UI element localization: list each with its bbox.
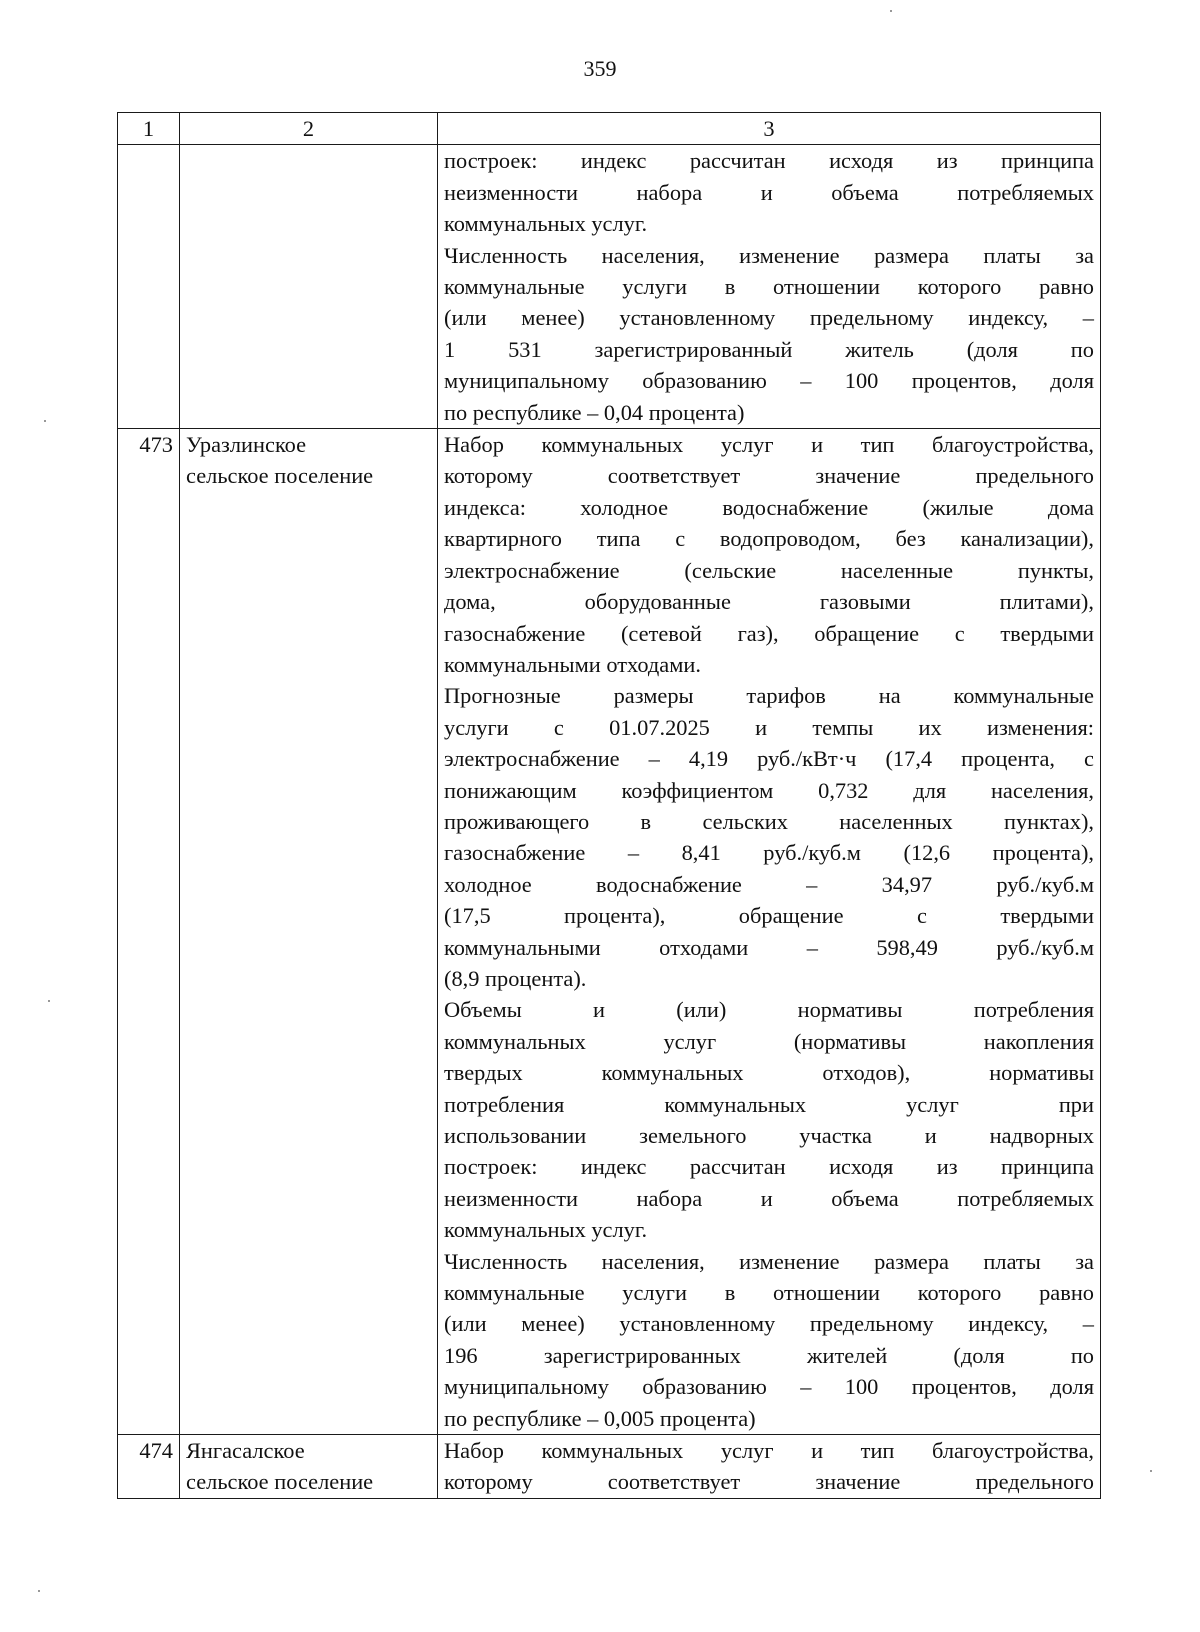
table-row-473 <box>118 429 1101 1435</box>
text-line: электроснабжение (сельские населенные пункты, <box>444 557 1094 583</box>
text-line: Численность населения, изменение размера платы за <box>444 242 1094 268</box>
paragraph <box>444 145 1094 239</box>
row-name-cell <box>180 1435 438 1499</box>
row-description-cell <box>438 1435 1101 1499</box>
paragraph-services <box>444 1435 1094 1498</box>
paragraph-population <box>444 1246 1094 1434</box>
text-line: услуги с 01.07.2025 и темпы их изменения: <box>444 714 1094 740</box>
scan-speck <box>48 1000 50 1002</box>
table-header-row <box>118 113 1101 145</box>
text-line: (17,5 процента), обращение с твердыми <box>444 903 1094 929</box>
row-number-cell: 474 <box>118 1435 180 1499</box>
text-line: коммунальных услуг. <box>444 211 648 237</box>
text-line: муниципальному образованию – 100 процентов, доля <box>444 1374 1094 1400</box>
header-col-2: 2 <box>180 113 438 145</box>
row-description-cell <box>438 429 1101 1435</box>
paragraph <box>444 240 1094 428</box>
text-line: индекса: холодное водоснабжение (жилые дома <box>444 494 1094 520</box>
scan-speck <box>44 420 46 422</box>
text-line: использовании земельного участка и надворных <box>444 1123 1094 1148</box>
text-line: Численность населения, изменение размера платы за <box>444 1248 1094 1274</box>
text-line: газоснабжение (сетевой газ), обращение с твердыми <box>444 620 1094 646</box>
text-line: Объемы и (или) нормативы потребления <box>444 997 1094 1023</box>
header-col-3: 3 <box>438 113 1101 145</box>
text-line: Набор коммунальных услуг и тип благоустройства, <box>444 1438 1094 1464</box>
settlement-name-line: Янгасалское <box>186 1438 305 1464</box>
text-line: электроснабжение – 4,19 руб./кВт·ч (17,4 процента, с <box>444 746 1094 772</box>
paragraph-tariffs <box>444 680 1094 994</box>
row-name-cell <box>180 429 438 1435</box>
settlement-name-line: сельское поселение <box>186 463 374 489</box>
text-line: построек: индекс рассчитан исходя из принципа <box>444 1154 1094 1180</box>
text-line: газоснабжение – 8,41 руб./куб.м (12,6 процента), <box>444 840 1094 866</box>
text-line: твердых коммунальных отходов), нормативы <box>444 1060 1094 1086</box>
table-row-474 <box>118 1435 1101 1499</box>
paragraph-services <box>444 429 1094 680</box>
text-line: дома, оборудованные газовыми плитами), <box>444 589 1094 615</box>
row-name-cell <box>180 145 438 429</box>
text-line: которому соответствует значение предельного <box>444 1469 1094 1495</box>
text-line: коммунальные услуги в отношении которого равно <box>444 274 1094 300</box>
text-line: холодное водоснабжение – 34,97 руб./куб.м <box>444 871 1094 897</box>
text-line: коммунальными отходами. <box>444 651 701 677</box>
row-description-cell <box>438 145 1101 429</box>
text-line: (или менее) установленному предельному индексу, – <box>444 305 1094 331</box>
row-number-cell <box>118 145 180 429</box>
text-line: коммунальных услуг (нормативы накопления <box>444 1028 1094 1054</box>
scan-speck <box>1150 1470 1152 1472</box>
text-line: по республике – 0,04 процента) <box>444 399 745 425</box>
text-line: (8,9 процента). <box>444 965 587 991</box>
header-col-1: 1 <box>118 113 180 145</box>
scan-speck <box>890 10 892 12</box>
text-line: проживающего в сельских населенных пунктах), <box>444 808 1094 834</box>
text-line: потребления коммунальных услуг при <box>444 1091 1094 1117</box>
settlement-name-line: Уразлинское <box>186 432 307 458</box>
text-line: коммунальные услуги в отношении которого равно <box>444 1280 1094 1306</box>
text-line: построек: индекс рассчитан исходя из принципа <box>444 148 1094 174</box>
text-line: понижающим коэффициентом 0,732 для населения, <box>444 777 1094 803</box>
text-line: Набор коммунальных услуг и тип благоустройства, <box>444 432 1094 458</box>
text-line: по республике – 0,005 процента) <box>444 1405 756 1431</box>
text-line: коммунальными отходами – 598,49 руб./куб.м <box>444 934 1094 960</box>
text-line: (или менее) установленному предельному индексу, – <box>444 1311 1094 1337</box>
tariff-table <box>117 112 1101 1499</box>
text-line: которому соответствует значение предельного <box>444 463 1094 489</box>
table-row-continuation <box>118 145 1101 429</box>
text-line: неизменности набора и объема потребляемых <box>444 179 1094 205</box>
settlement-name-line: сельское поселение <box>186 1469 374 1495</box>
text-line: Прогнозные размеры тарифов на коммунальные <box>444 683 1094 709</box>
text-line: квартирного типа с водопроводом, без канализации), <box>444 526 1094 552</box>
text-line: 196 зарегистрированных жителей (доля по <box>444 1342 1094 1368</box>
text-line: 1 531 зарегистрированный житель (доля по <box>444 336 1094 362</box>
page-number: 359 <box>583 56 617 81</box>
text-line: неизменности набора и объема потребляемых <box>444 1185 1094 1211</box>
paragraph-norms <box>444 994 1094 1245</box>
scan-speck <box>38 1590 40 1592</box>
text-line: коммунальных услуг. <box>444 1217 648 1243</box>
text-line: муниципальному образованию – 100 процентов, доля <box>444 368 1094 394</box>
row-number-cell: 473 <box>118 429 180 1435</box>
